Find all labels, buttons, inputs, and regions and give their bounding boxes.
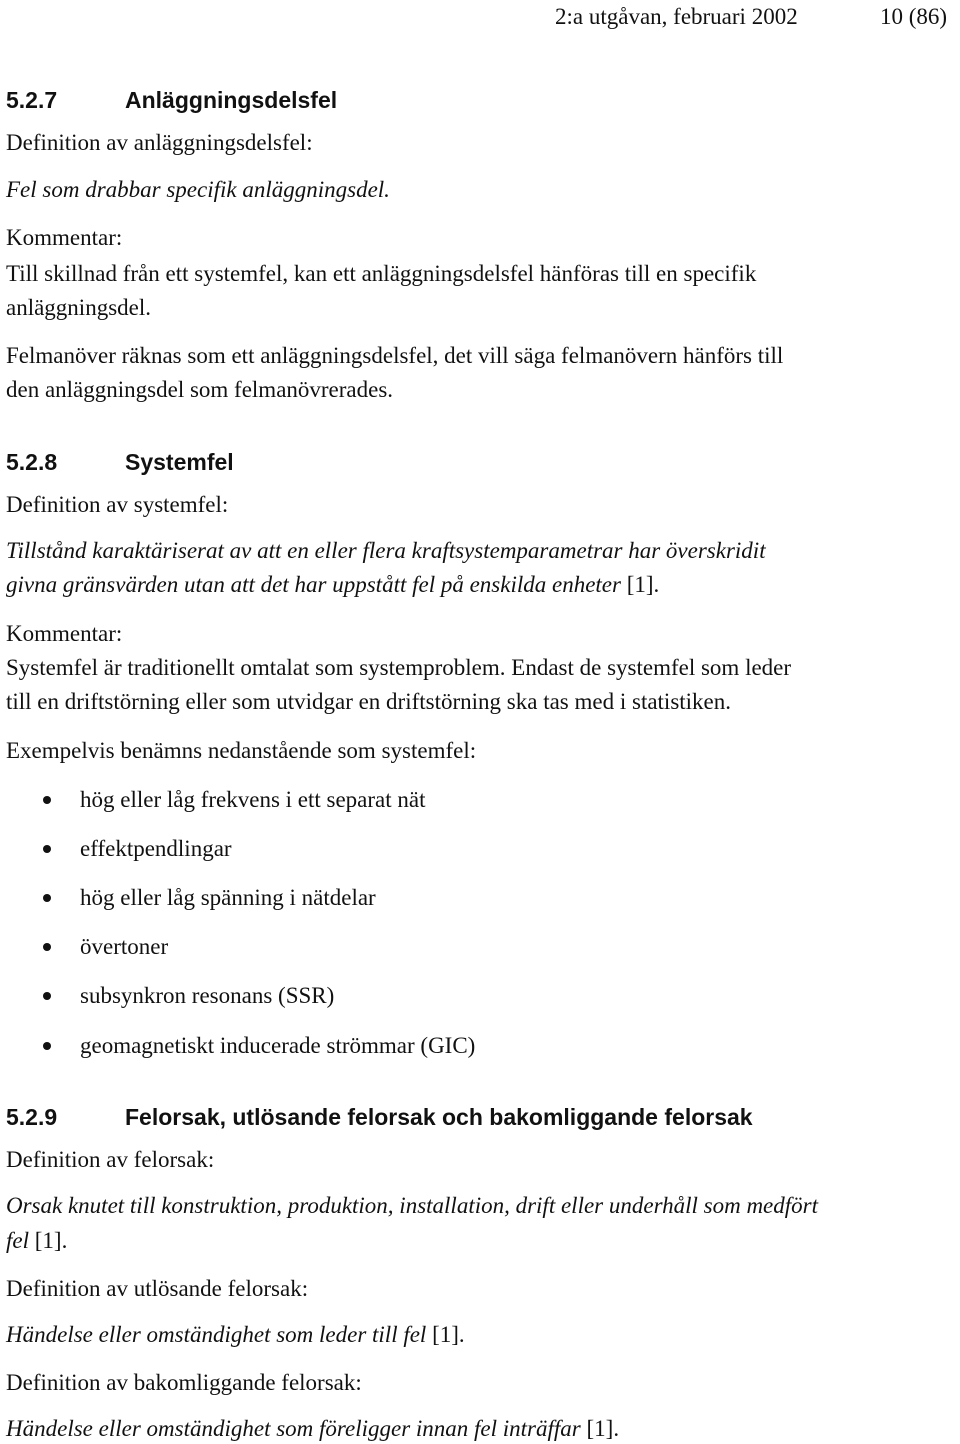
definition-text	[6, 1229, 67, 1252]
comment-line: Till skillnad från ett systemfel, kan ett anläggningsdelsfel hänföras till en specifik	[6, 261, 757, 286]
section-number: 5.2.8	[6, 449, 58, 475]
definition-italic: fel	[6, 1228, 29, 1253]
note-line: den anläggningsdel som felmanövrerades.	[6, 377, 394, 402]
definition-text: Fel som drabbar specifik anläggningsdel.	[6, 177, 390, 202]
definition-text	[6, 573, 659, 596]
definition-text: Tillstånd karaktäriserat av att en eller flera kraftsystemparametrar har överskridit	[6, 538, 766, 563]
bullet-icon	[43, 894, 51, 902]
bullet-icon	[43, 845, 51, 853]
reference: [1].	[620, 572, 660, 597]
reference: [1].	[580, 1416, 620, 1441]
bullet-icon	[43, 943, 51, 951]
document-page: 2:a utgåvan, februari 2002 10 (86) 5.2.7 Anläggningsdelsfel Definition av anläggningsdelsfel: Fel som drabbar specifik anläggningsdel. Kommentar: Till skillnad från ett systemfel, kan ett anläggningsdelsfel hänföras till en specifik anläggningsdel. Felmanöver räknas som ett anläggningsdelsfel, det vill säga felmanövern hänförs till den anläggningsdel som felmanövrerades. 5.2.8 Systemfel Definition av systemfel: Tillstånd karaktäriserat av att en eller flera kraftsystemparametrar har överskridit givna gränsvärden utan att det har uppstått fel på enskilda enheter [1]. Kommentar: Systemfel är traditionellt omtalat som systemproblem. Endast de systemfel som leder till en driftstörning eller som utvidgar en driftstörning ska tas med i statistiken. Exempelvis benämns nedanstående som systemfel: hög eller låg frekvens i ett separat nät effektpendlingar hög eller låg spänning i nätdelar övertoner subsynkron resonans (SSR) geomagnetiskt inducerade strömmar (GIC) 5.2.9 Felorsak, utlösande felorsak och bakomliggande felorsak Definition av felorsak: Orsak knutet till konstruktion, produktion, installation, drift eller underhåll som medfört fel [1]. Definition av utlösande felorsak: Händelse eller omständighet som leder till fel [1]. Definition av bakomliggande felorsak: Händelse eller omständighet som föreligger innan fel inträffar [1].	[6, 4, 948, 1441]
edition-label: 2:a utgåvan, februari 2002	[555, 4, 798, 29]
bullet-icon	[43, 1042, 51, 1050]
section-number: 5.2.9	[6, 1104, 58, 1130]
section-title: Felorsak, utlösande felorsak och bakomliggande felorsak	[125, 1104, 753, 1130]
definition-italic: givna gränsvärden utan att det har uppstått fel på enskilda enheter	[6, 572, 621, 597]
bullet-icon	[43, 796, 51, 804]
examples-intro: Exempelvis benämns nedanstående som systemfel:	[6, 738, 477, 763]
definition-italic: Händelse eller omständighet som leder till fel	[6, 1322, 427, 1347]
comment-label: Kommentar:	[6, 225, 123, 250]
comment-line: Systemfel är traditionellt omtalat som systemproblem. Endast de systemfel som leder	[6, 655, 792, 680]
definition-italic: Händelse eller omständighet som föreligger innan fel inträffar	[6, 1416, 581, 1441]
section-heading-529	[6, 1106, 753, 1129]
reference: [1].	[426, 1322, 465, 1347]
page-number: 10 (86)	[880, 4, 948, 29]
comment-label: Kommentar:	[6, 621, 123, 646]
definition-label: Definition av systemfel:	[6, 492, 229, 517]
comment-line: anläggningsdel.	[6, 295, 151, 320]
definition-text	[6, 1417, 619, 1440]
section-title: Anläggningsdelsfel	[125, 87, 338, 113]
reference: [1].	[29, 1228, 68, 1253]
definition-text: Orsak knutet till konstruktion, produktion, installation, drift eller underhåll som medfört	[6, 1193, 818, 1218]
definition-label: Definition av anläggningsdelsfel:	[6, 130, 313, 155]
note-line: Felmanöver räknas som ett anläggningsdelsfel, det vill säga felmanövern hänförs till	[6, 343, 784, 368]
definition-label: Definition av bakomliggande felorsak:	[6, 1370, 362, 1395]
section-title: Systemfel	[125, 449, 234, 475]
comment-line: till en driftstörning eller som utvidgar en driftstörning ska tas med i statistiken.	[6, 689, 732, 714]
bullet-icon	[43, 992, 51, 1000]
definition-label: Definition av utlösande felorsak:	[6, 1276, 309, 1301]
section-heading-527	[6, 89, 337, 112]
definition-text	[6, 1323, 465, 1346]
section-heading-528	[6, 451, 234, 474]
definition-label: Definition av felorsak:	[6, 1147, 215, 1172]
section-number: 5.2.7	[6, 87, 58, 113]
